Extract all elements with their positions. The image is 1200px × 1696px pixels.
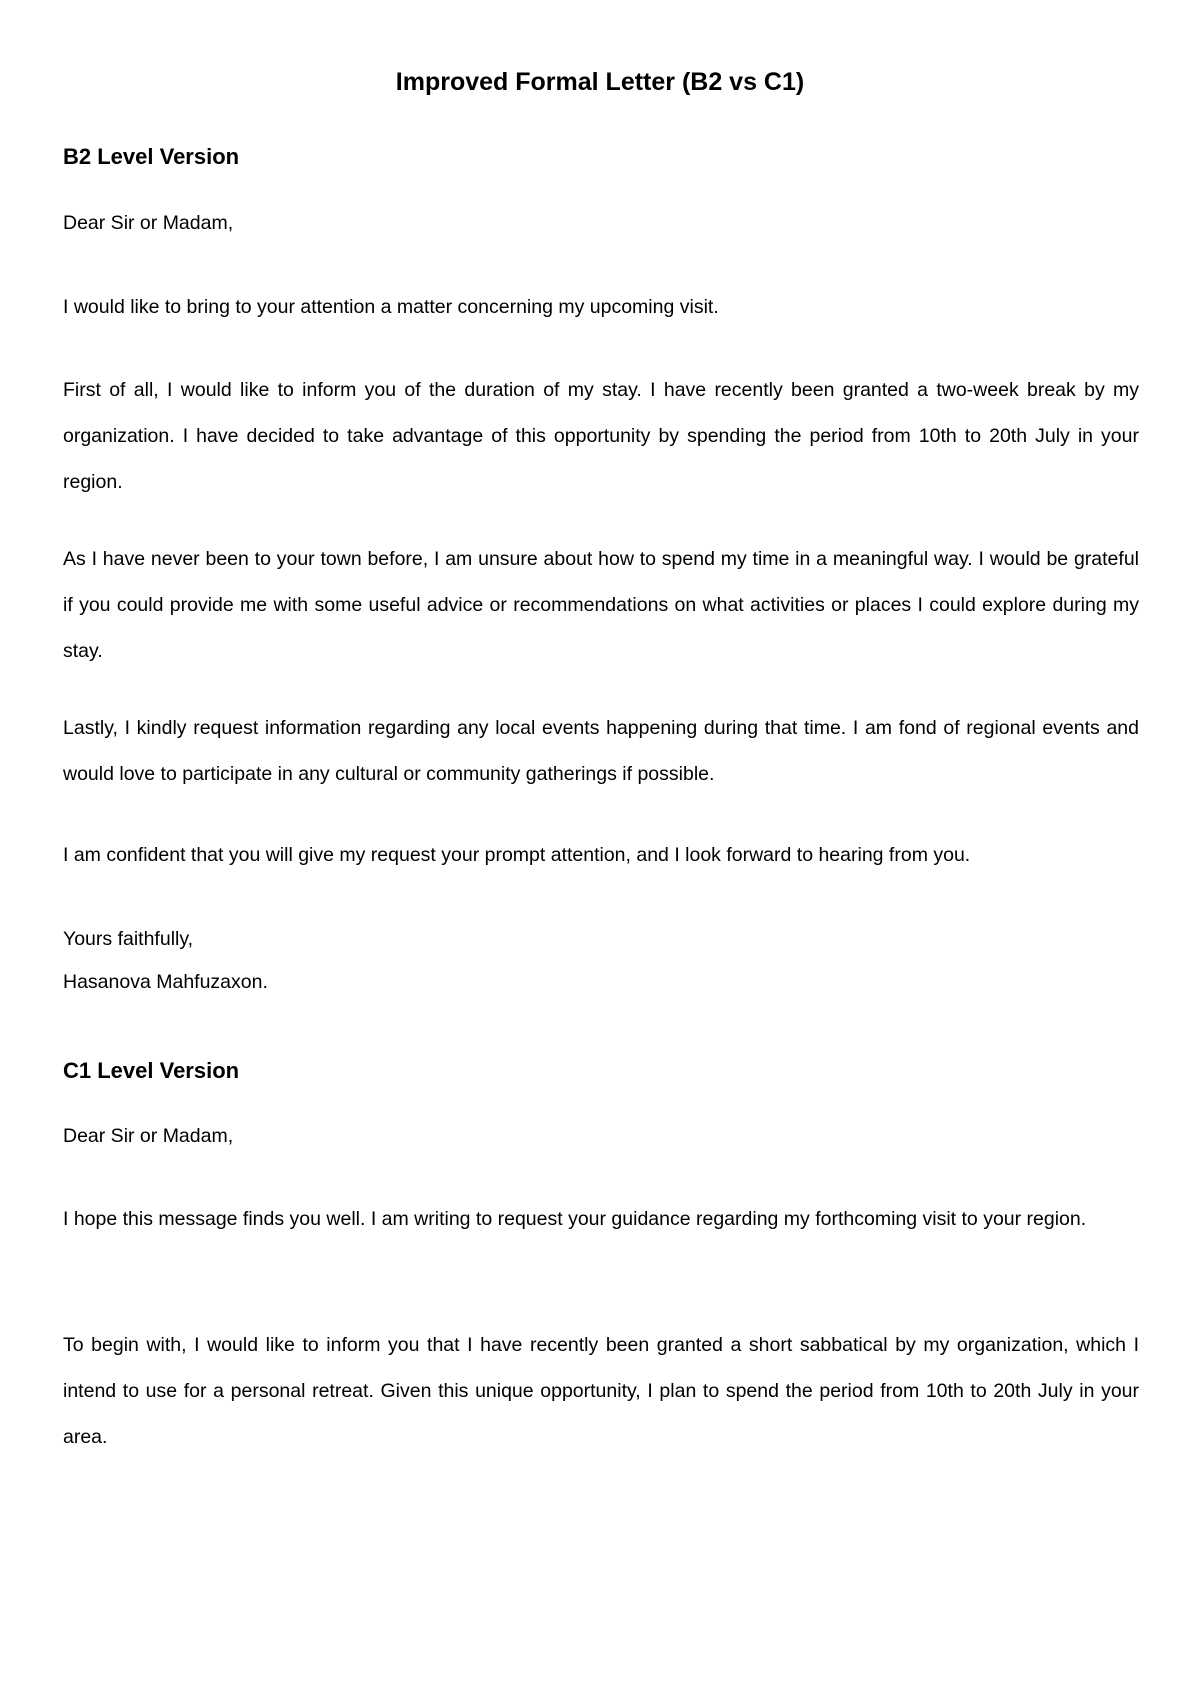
b2-paragraph-1: I would like to bring to your attention a matter concerning my upcoming visit. bbox=[63, 296, 719, 318]
b2-paragraph-4: Lastly, I kindly request information regarding any local events happening during that time. I am fond of regional events and would love to participate in any cultural or community gatherings if possible. bbox=[63, 717, 1139, 785]
b2-closing: Yours faithfully, bbox=[63, 928, 194, 950]
b2-paragraph-2: First of all, I would like to inform you of the duration of my stay. I have recently been granted a two-week break by my organization. I have decided to take advantage of this opportunity by spending the period from 10th to 20th July in your region. bbox=[63, 379, 1139, 493]
c1-paragraph-1: I hope this message finds you well. I am writing to request your guidance regarding my forthcoming visit to your region. bbox=[63, 1208, 1087, 1230]
c1-section-heading: C1 Level Version bbox=[63, 1058, 240, 1083]
c1-salutation: Dear Sir or Madam, bbox=[63, 1125, 234, 1147]
b2-paragraph-5: I am confident that you will give my request your prompt attention, and I look forward to hearing from you. bbox=[63, 844, 971, 866]
c1-paragraph-2: To begin with, I would like to inform you that I have recently been granted a short sabbatical by my organization, which I intend to use for a personal retreat. Given this unique opportunity, I plan to spend the period from 10th to 20th July in your area. bbox=[63, 1334, 1139, 1448]
b2-signature: Hasanova Mahfuzaxon. bbox=[63, 971, 268, 993]
b2-salutation: Dear Sir or Madam, bbox=[63, 212, 234, 234]
b2-section-heading: B2 Level Version bbox=[63, 144, 240, 169]
b2-paragraph-3: As I have never been to your town before, I am unsure about how to spend my time in a meaningful way. I would be grateful if you could provide me with some useful advice or recommendations on what activities or places I could explore during my stay. bbox=[63, 548, 1139, 662]
document-title: Improved Formal Letter (B2 vs C1) bbox=[395, 68, 805, 96]
